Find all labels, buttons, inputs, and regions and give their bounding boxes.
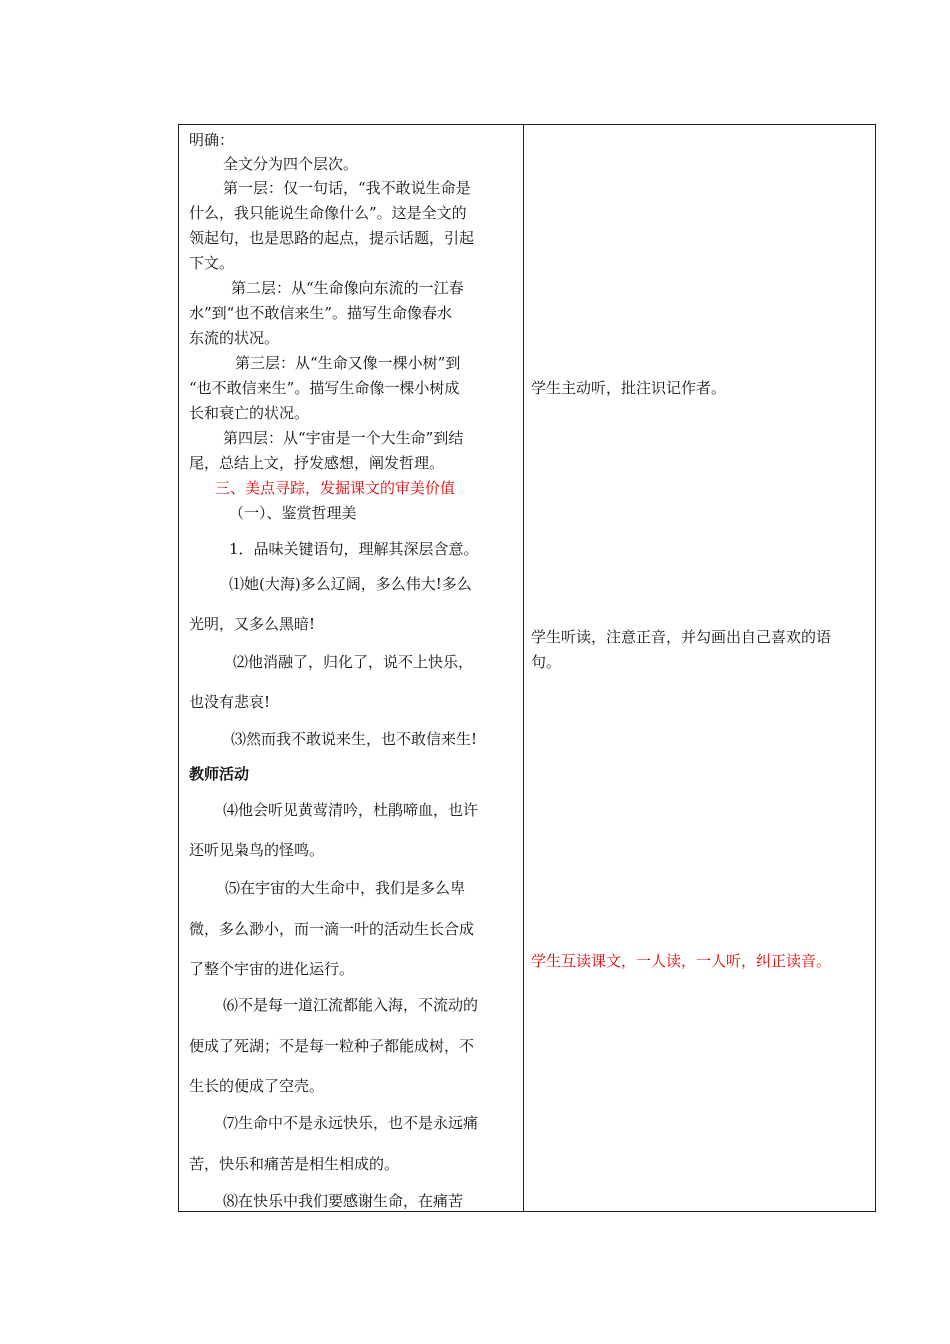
text-line: 长和衰亡的状况。 <box>189 404 310 422</box>
text-line: 全文分为四个层次。 <box>223 155 359 173</box>
text-line: ⑸在宇宙的大生命中，我们是多么卑 <box>225 879 466 897</box>
text-line: 苦，快乐和痛苦是相生相成的。 <box>189 1155 400 1173</box>
text-line: ⑹不是每一道江流都能入海，不流动的 <box>223 996 479 1014</box>
text-line: 第四层：从“宇宙是一个大生命”到结 <box>223 429 464 447</box>
text-line: 第二层：从“生命像向东流的一江春 <box>231 279 464 297</box>
text-line: 微，多么渺小，而一滴一叶的活动生长合成 <box>189 920 475 938</box>
student-activity-note: 学生听读，注意正音，并勾画出自己喜欢的语 <box>531 628 832 646</box>
text-line: 明确： <box>189 131 235 149</box>
text-line: 生长的便成了空壳。 <box>189 1077 325 1095</box>
text-line: 下文。 <box>189 254 235 272</box>
text-line: ⑷他会听见黄莺清吟，杜鹃啼血，也许 <box>223 801 479 819</box>
teacher-activity-label: 教师活动 <box>189 765 250 783</box>
column-divider <box>523 125 524 1211</box>
text-line: 第一层：仅一句话，“我不敢说生命是 <box>223 179 471 197</box>
text-line: 水”到“也不敢信来生”。描写生命像春水 <box>189 304 453 322</box>
text-line: 也没有悲哀! <box>189 693 271 711</box>
text-line: ⑺生命中不是永远快乐，也不是永远痛 <box>223 1114 479 1132</box>
student-activity-note: 句。 <box>531 653 562 671</box>
text-line: 东流的状况。 <box>189 329 280 347</box>
text-line: ⑻在快乐中我们要感谢生命，在痛苦 <box>223 1192 464 1210</box>
section-heading: 三、美点寻踪，发掘课文的审美价值 <box>215 479 456 497</box>
text-line: 便成了死湖；不是每一粒种子都能成树，不 <box>189 1037 475 1055</box>
text-line: 了整个宇宙的进化运行。 <box>189 960 355 978</box>
text-line: ⑶然而我不敢说来生，也不敢信来生! <box>231 730 478 748</box>
text-line: 光明，又多么黑暗! <box>189 615 316 633</box>
text-line: ⑵他消融了，归化了，说不上快乐， <box>233 653 474 671</box>
subsection-heading: （一）、鉴赏哲理美 <box>229 504 357 522</box>
student-activity-note: 学生主动听，批注识记作者。 <box>531 379 727 397</box>
student-activity-note: 学生互读课文，一人读，一人听，纠正读音。 <box>531 952 832 970</box>
text-line: 领起句，也是思路的起点，提示话题，引起 <box>189 229 475 247</box>
text-line: “也不敢信来生”。描写生命像一棵小树成 <box>189 379 460 397</box>
text-line: 1．品味关键语句，理解其深层含意。 <box>229 540 479 558</box>
text-line: 第三层：从“生命又像一棵小树”到 <box>235 354 461 372</box>
lesson-table <box>178 124 876 1212</box>
text-line: 什么，我只能说生命像什么”。这是全文的 <box>189 204 467 222</box>
text-line: 尾，总结上文，抒发感想，阐发哲理。 <box>189 454 445 472</box>
text-line: 还听见枭鸟的怪鸣。 <box>189 841 325 859</box>
text-line: ⑴她(大海)多么辽阔，多么伟大!多么 <box>229 575 472 593</box>
